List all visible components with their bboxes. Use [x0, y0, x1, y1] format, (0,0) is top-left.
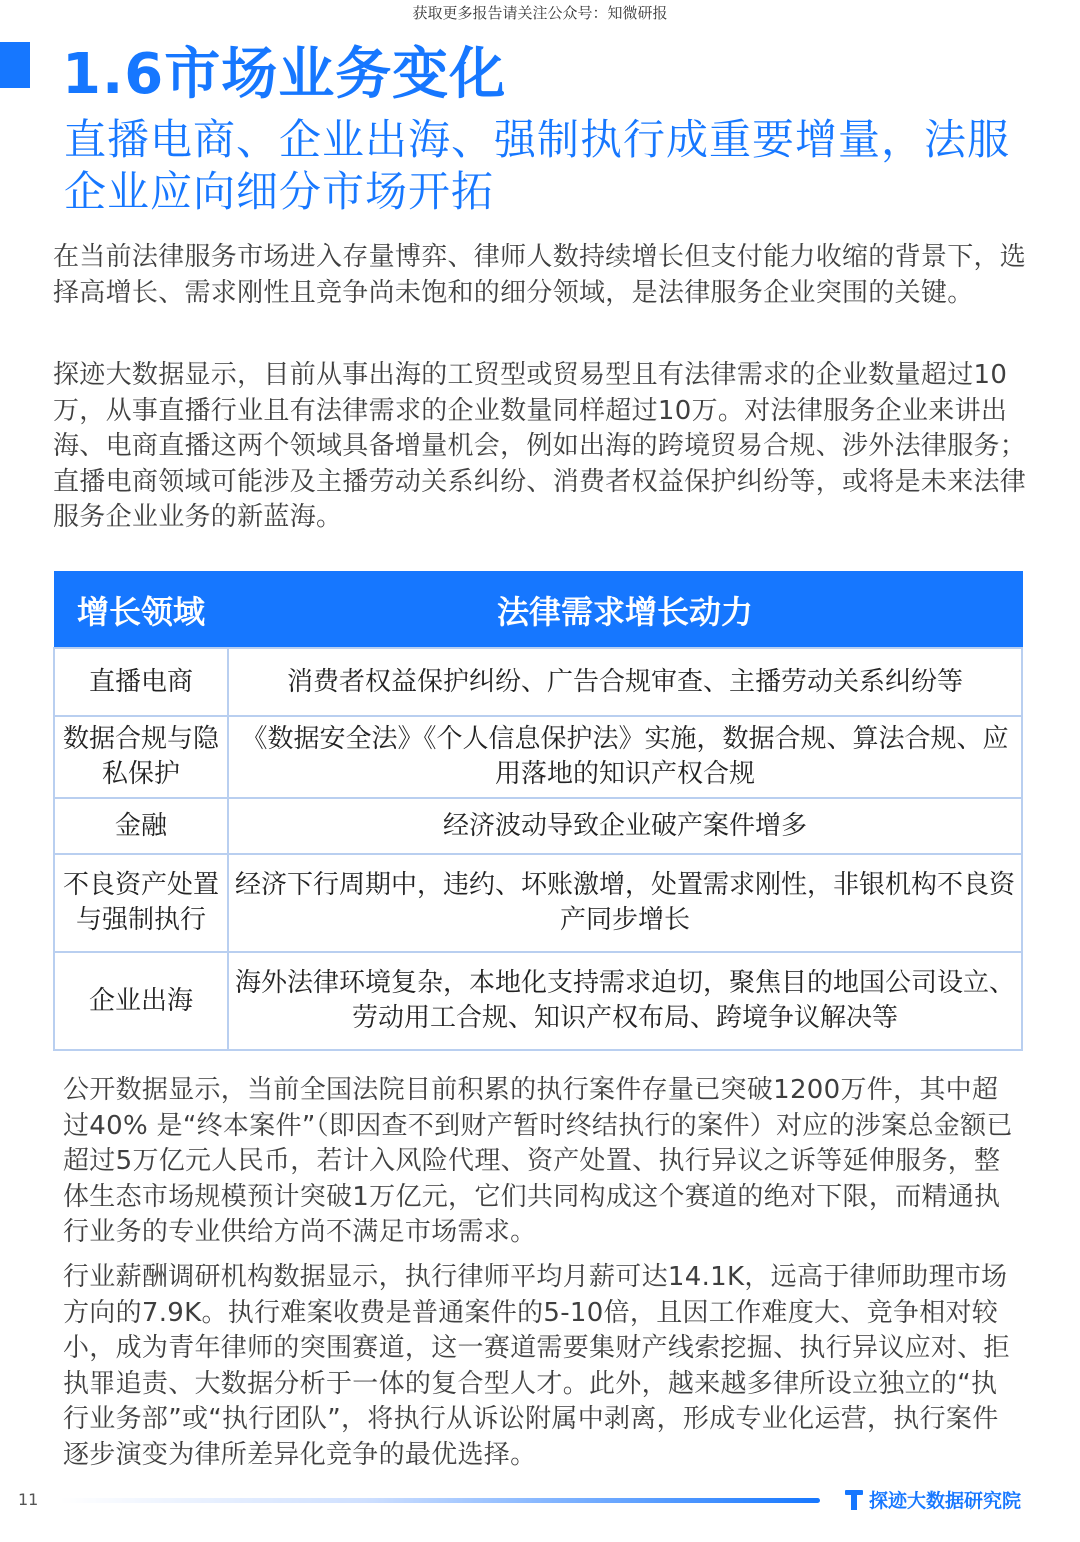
table-cell-area: 直播电商: [54, 648, 228, 716]
table-row: [54, 648, 1022, 716]
brand-name: 探迹大数据研究院: [869, 1490, 1022, 1512]
section-accent-bar: [0, 42, 30, 88]
header-demand-driver: 法律需求增长动力: [228, 572, 1022, 649]
table-header-row: [54, 572, 1022, 649]
growth-table: [53, 571, 1023, 1051]
table-row: [54, 854, 1022, 952]
section-title: 1.6市场业务变化: [62, 42, 507, 107]
table-cell-driver: 海外法律环境复杂，本地化支持需求迫切，聚焦目的地国公司设立、劳动用工合规、知识产权布局、跨境争议解决等: [228, 952, 1022, 1050]
paragraph-court-data: 公开数据显示，当前全国法院目前积累的执行案件存量已突破1200万件，其中超过40% 是“终本案件”（即因查不到财产暂时终结执行的案件）对应的涉案总金额已超过5万亿元人民币，若计入风险代理、资产处置、执行异议之诉等延伸服务，整体生态市场规模预计突破1万亿元，它们共同构成这个赛道的绝对下限，而精通执行业务的专业供给方尚不满足市场需求。: [63, 1075, 1013, 1247]
footer-divider: [60, 1498, 820, 1503]
table-cell-area: 企业出海: [54, 952, 228, 1050]
page-number: 11: [18, 1490, 39, 1509]
paragraph-intro: 在当前法律服务市场进入存量博弈、律师人数持续增长但支付能力收缩的背景下，选择高增长、需求刚性且竞争尚未饱和的细分领域，是法律服务企业突围的关键。: [53, 242, 1027, 308]
table-row: [54, 798, 1022, 854]
table-cell-area: 数据合规与隐私保护: [54, 716, 228, 798]
paragraph-salary-data: 行业薪酬调研机构数据显示，执行律师平均月薪可达14.1K，远高于律师助理市场方向的7.9K。执行难案收费是普通案件的5-10倍，且因工作难度大、竞争相对较小，成为青年律师的突围赛道，这一赛道需要集财产线索挖掘、执行异议应对、拒执罪追责、大数据分析于一体的复合型人才。此外，越来越多律所设立独立的“执行业务部”或“执行团队”，将执行从诉讼附属中剥离，形成专业化运营，执行案件逐步演变为律所差异化竞争的最优选择。: [63, 1262, 1010, 1470]
subtitle: 直播电商、企业出海、强制执行成重要增量，法服企业应向细分市场开拓: [64, 115, 1011, 216]
table-cell-driver: 《数据安全法》《个人信息保护法》实施，数据合规、算法合规、应用落地的知识产权合规: [228, 716, 1022, 798]
table-cell-driver: 经济波动导致企业破产案件增多: [228, 798, 1022, 854]
table-cell-driver: 消费者权益保护纠纷、广告合规审查、主播劳动关系纠纷等: [228, 648, 1022, 716]
table-cell-driver: 经济下行周期中，违约、坏账激增，处置需求刚性，非银机构不良资产同步增长: [228, 854, 1022, 952]
table-row: [54, 716, 1022, 798]
table-cell-area: 金融: [54, 798, 228, 854]
watermark-text: 获取更多报告请关注公众号：知微研报: [412, 4, 668, 22]
paragraph-data: 探迹大数据显示，目前从事出海的工贸型或贸易型且有法律需求的企业数量超过10万，从事直播行业且有法律需求的企业数量同样超过10万。对法律服务企业来讲出海、电商直播这两个领域具备增量机会，例如出海的跨境贸易合规、涉外法律服务；直播电商领域可能涉及主播劳动关系纠纷、消费者权益保护纠纷等，或将是未来法律服务企业业务的新蓝海。: [53, 360, 1027, 532]
table-row: [54, 952, 1022, 1050]
header-growth-area: 增长领域: [54, 572, 228, 649]
footer-brand: [845, 1486, 1021, 1513]
brand-logo-icon: [845, 1490, 863, 1510]
table-cell-area: 不良资产处置与强制执行: [54, 854, 228, 952]
